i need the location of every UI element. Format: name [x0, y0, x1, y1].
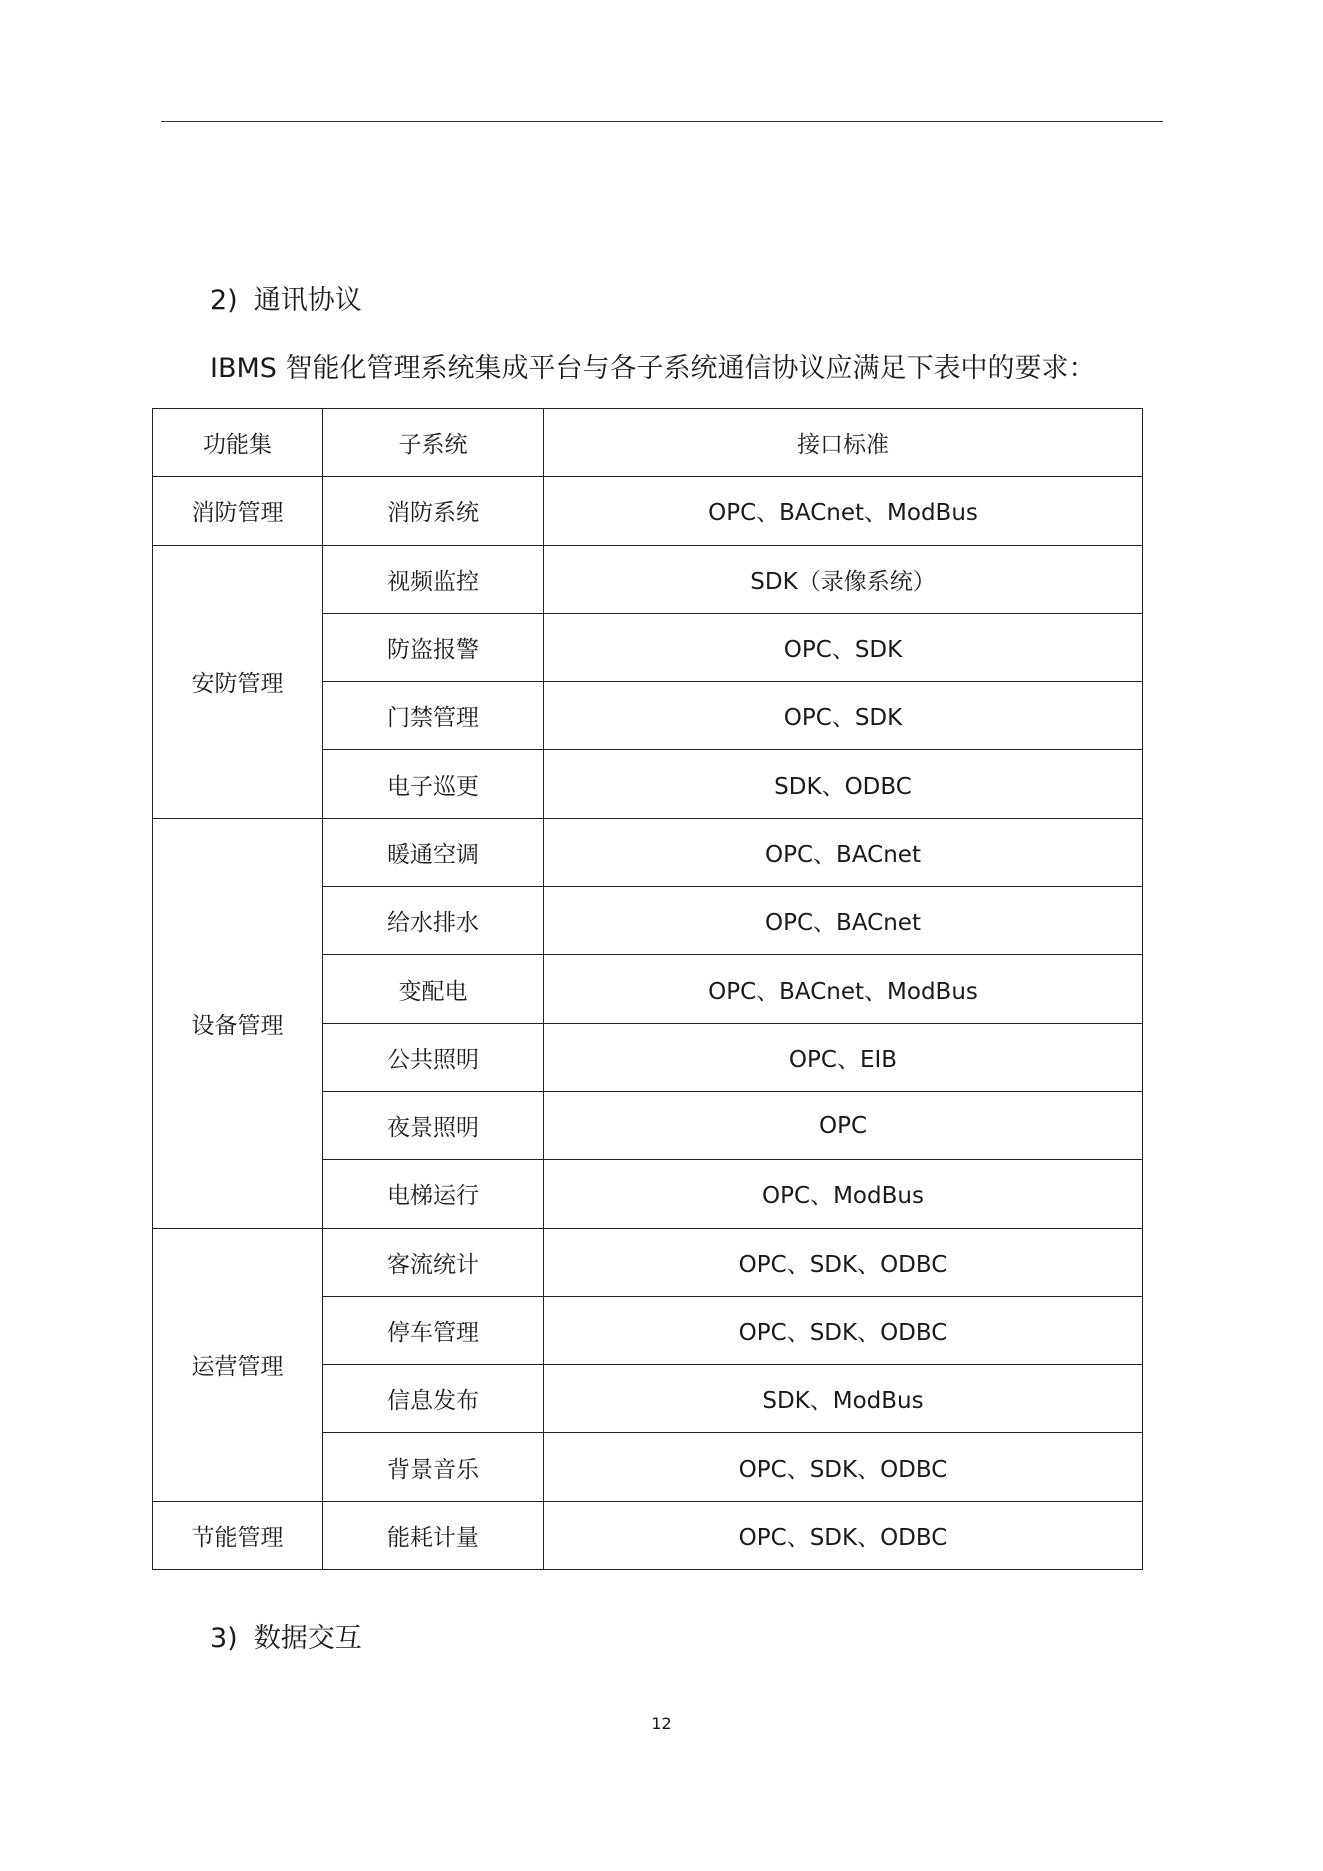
- subsystem-cell: 电梯运行: [323, 1160, 544, 1228]
- header-cell: 接口标准: [544, 409, 1143, 477]
- interface-standard-cell: SDK（录像系统）: [544, 545, 1143, 613]
- table-row: [153, 477, 1143, 545]
- table-header-row: [153, 409, 1143, 477]
- subsystem-cell: 夜景照明: [323, 1091, 544, 1159]
- subsystem-cell: 停车管理: [323, 1296, 544, 1364]
- subsystem-cell: 消防系统: [323, 477, 544, 545]
- subsystem-cell: 电子巡更: [323, 750, 544, 818]
- table-body: [153, 477, 1143, 1570]
- interface-standard-cell: OPC、BACnet: [544, 887, 1143, 955]
- section-number: 3): [210, 1623, 238, 1654]
- subsystem-cell: 背景音乐: [323, 1433, 544, 1501]
- interface-standard-cell: OPC、BACnet: [544, 818, 1143, 886]
- subsystem-cell: 门禁管理: [323, 682, 544, 750]
- interface-standard-cell: SDK、ModBus: [544, 1365, 1143, 1433]
- interface-standard-cell: OPC、SDK、ODBC: [544, 1433, 1143, 1501]
- page-number: 12: [651, 1714, 672, 1733]
- section-number: 2): [210, 285, 238, 316]
- interface-standard-cell: OPC、SDK、ODBC: [544, 1501, 1143, 1569]
- interface-standard-cell: OPC、SDK: [544, 682, 1143, 750]
- table-row: [153, 818, 1143, 886]
- header-rule: [161, 121, 1163, 122]
- subsystem-cell: 客流统计: [323, 1228, 544, 1296]
- function-group-cell: 设备管理: [153, 818, 323, 1228]
- section-heading-3: [210, 1622, 362, 1656]
- function-group-cell: 消防管理: [153, 477, 323, 545]
- table-row: [153, 1228, 1143, 1296]
- interface-standard-cell: OPC、BACnet、ModBus: [544, 955, 1143, 1023]
- subsystem-cell: 能耗计量: [323, 1501, 544, 1569]
- header-cell: 功能集: [153, 409, 323, 477]
- subsystem-cell: 信息发布: [323, 1365, 544, 1433]
- section-heading-2: [210, 284, 362, 318]
- interface-standard-cell: OPC、EIB: [544, 1023, 1143, 1091]
- section-title: 通讯协议: [253, 285, 362, 316]
- subsystem-cell: 视频监控: [323, 545, 544, 613]
- interface-standard-cell: OPC、SDK、ODBC: [544, 1296, 1143, 1364]
- interface-standard-cell: OPC、SDK: [544, 613, 1143, 681]
- header-cell: 子系统: [323, 409, 544, 477]
- table-row: [153, 545, 1143, 613]
- subsystem-cell: 防盗报警: [323, 613, 544, 681]
- protocol-table: [152, 408, 1143, 1570]
- subsystem-cell: 变配电: [323, 955, 544, 1023]
- function-group-cell: 安防管理: [153, 545, 323, 818]
- interface-standard-cell: OPC: [544, 1091, 1143, 1159]
- subsystem-cell: 公共照明: [323, 1023, 544, 1091]
- interface-standard-cell: OPC、ModBus: [544, 1160, 1143, 1228]
- function-group-cell: 节能管理: [153, 1501, 323, 1569]
- table-row: [153, 1501, 1143, 1569]
- section-title: 数据交互: [253, 1623, 362, 1654]
- function-group-cell: 运营管理: [153, 1228, 323, 1501]
- interface-standard-cell: OPC、SDK、ODBC: [544, 1228, 1143, 1296]
- intro-paragraph: IBMS 智能化管理系统集成平台与各子系统通信协议应满足下表中的要求：: [210, 353, 1096, 384]
- subsystem-cell: 暖通空调: [323, 818, 544, 886]
- subsystem-cell: 给水排水: [323, 887, 544, 955]
- interface-standard-cell: SDK、ODBC: [544, 750, 1143, 818]
- interface-standard-cell: OPC、BACnet、ModBus: [544, 477, 1143, 545]
